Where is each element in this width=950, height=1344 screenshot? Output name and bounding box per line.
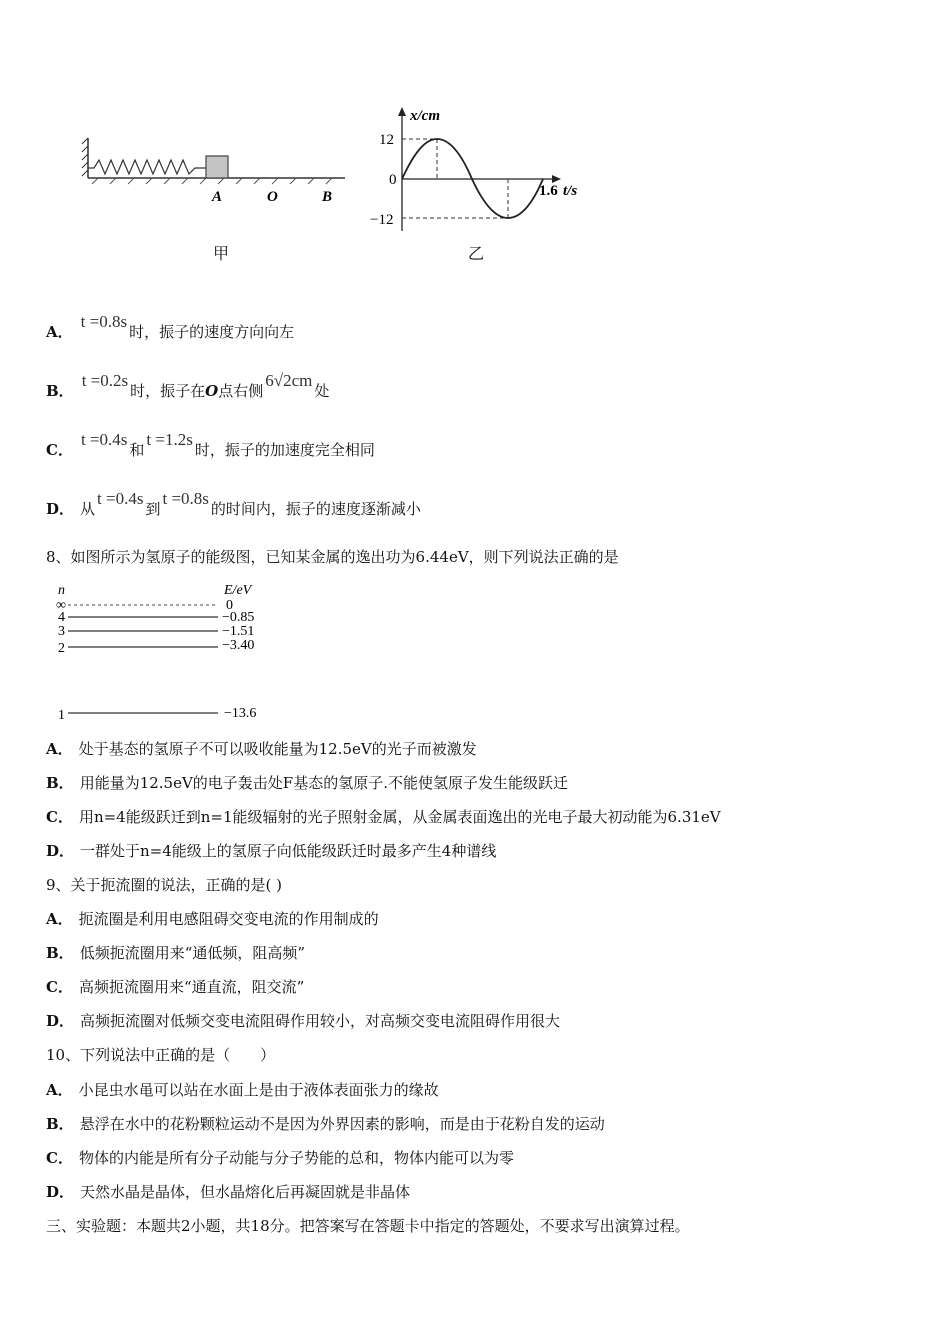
n-label: n [58, 583, 65, 598]
level-n-3: 3 [58, 624, 65, 639]
label-A: A [212, 189, 223, 205]
q7-option-b: B．t =0.2s时，振子在O点右侧6√2cm处 [46, 371, 330, 400]
label-O: O [267, 189, 278, 205]
x-axis-label: t/s [563, 183, 578, 199]
level-n-4: 4 [58, 610, 65, 625]
q9-option-a: A． 扼流圈是利用电感阻碍交变电流的作用制成的 [46, 910, 379, 928]
level-n-2: 2 [58, 641, 65, 656]
q10-option-d: D． 天然水晶是晶体，但水晶熔化后再凝固就是非晶体 [46, 1183, 411, 1201]
q9-option-b: B． 低频扼流圈用来“通低频，阻高频” [46, 944, 306, 962]
q9-option-c: C． 高频扼流圈用来“通直流，阻交流” [46, 978, 305, 996]
q10-option-a: A． 小昆虫水黾可以站在水面上是由于液体表面张力的缘故 [46, 1081, 439, 1099]
q10-stem: 10、下列说法中正确的是（ ） [46, 1046, 276, 1064]
y-axis-label: x/cm [410, 108, 440, 124]
level-e-4: −0.85 [222, 610, 255, 625]
level-n-inf: ∞ [56, 598, 66, 613]
origin-label: 0 [389, 172, 397, 188]
caption-yi: 乙 [468, 244, 485, 263]
q8-option-d: D． 一群处于n=4能级上的氢原子向低能级跃迁时最多产生4种谱线 [46, 842, 497, 860]
wave-figure [365, 103, 600, 238]
q8-option-b: B． 用能量为12.5eV的电子轰击处F基态的氢原子.不能使氢原子发生能级跃迁 [46, 774, 568, 792]
q10-option-c: C． 物体的内能是所有分子动能与分子势能的总和，物体内能可以为零 [46, 1149, 514, 1167]
q8-stem: 8、如图所示为氢原子的能级图，已知某金属的逸出功为6.44eV，则下列说法正确的是 [46, 548, 619, 566]
math-t: t =0.8s [80, 312, 128, 331]
energy-level-diagram [52, 580, 282, 725]
y-max-label: 12 [379, 132, 394, 148]
q8-option-a: A． 处于基态的氢原子不可以吸收能量为12.5eV的光子而被激发 [46, 740, 477, 758]
level-n-1: 1 [58, 708, 65, 723]
q8-option-c: C． 用n=4能级跃迁到n=1能级辐射的光子照射金属，从金属表面逸出的光电子最大初动能为6.31eV [46, 808, 721, 826]
level-e-1: −13.6 [224, 706, 257, 721]
level-e-3: −1.51 [222, 624, 255, 639]
label-B: B [322, 189, 333, 205]
q7-option-a: A．t =0.8s时，振子的速度方向向左 [46, 312, 295, 341]
level-e-2: −3.40 [222, 638, 255, 653]
q9-stem: 9、关于扼流圈的说法，正确的是( ) [46, 876, 283, 894]
y-min-label: −12 [370, 212, 394, 228]
block [206, 156, 228, 178]
e-label: E/eV [224, 583, 252, 598]
section-3-heading: 三、实验题：本题共2小题，共18分。把答案写在答题卡中指定的答题处，不要求写出演算过程。 [46, 1217, 690, 1235]
q7-option-c: C．t =0.4s和t =1.2s时，振子的加速度完全相同 [46, 430, 375, 459]
level-e-inf: 0 [226, 598, 233, 613]
q9-option-d: D． 高频扼流圈对低频交变电流阻碍作用较小，对高频交变电流阻碍作用很大 [46, 1012, 561, 1030]
q7-option-d: D． 从t =0.4s到t =0.8s的时间内，振子的速度逐渐减小 [46, 489, 421, 518]
x-end-label: 1.6 [539, 183, 558, 199]
q10-option-b: B． 悬浮在水中的花粉颗粒运动不是因为外界因素的影响，而是由于花粉自发的运动 [46, 1115, 605, 1133]
caption-jia: 甲 [213, 244, 230, 263]
spring [88, 160, 206, 174]
